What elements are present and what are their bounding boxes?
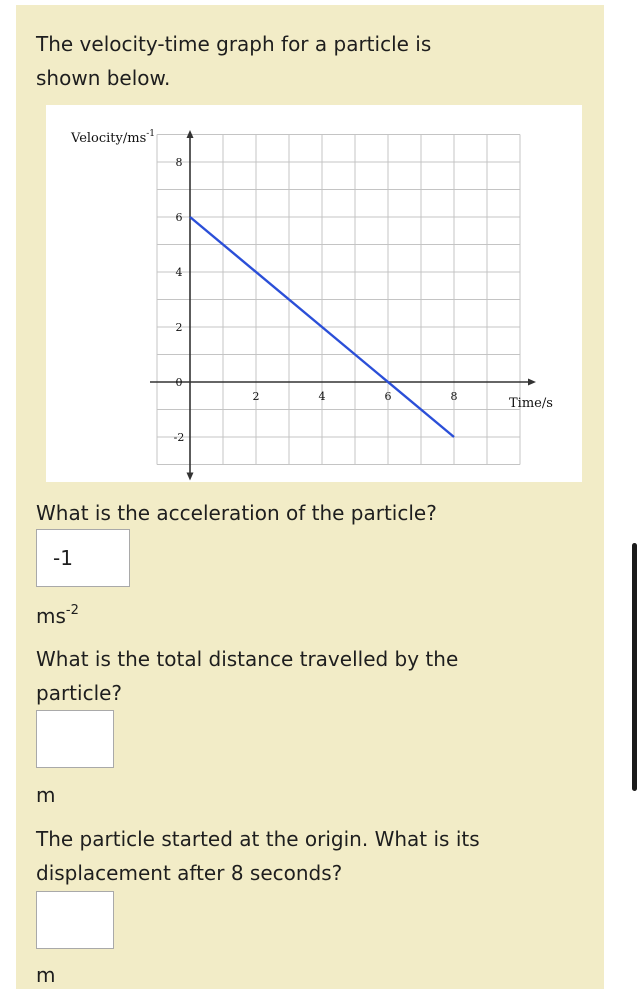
chart-axes <box>150 130 536 481</box>
x-tick-label: 2 <box>252 390 260 403</box>
chart-ylabel: Velocity/$ms^{-1}$ <box>71 129 156 146</box>
question-card <box>16 5 604 989</box>
q3-text-line-1: The particle started at the origin. What is its <box>36 827 480 851</box>
q1-unit: $ms^{-2}$ <box>36 603 79 628</box>
y-axis-arrow-down <box>187 473 194 481</box>
q3-unit: m <box>36 963 56 987</box>
acceleration-answer-field[interactable]: -1 <box>36 529 130 587</box>
q2-text-line-2: particle? <box>36 681 123 705</box>
y-tick-label: 2 <box>175 321 183 334</box>
chart-xlabel: Time/s <box>509 396 553 411</box>
y-tick-label: 0 <box>175 376 183 389</box>
y-tick-label: 8 <box>175 156 183 169</box>
displacement-answer-field[interactable] <box>36 891 114 949</box>
y-tick-label: 4 <box>175 266 183 279</box>
x-tick-label: 8 <box>450 390 458 403</box>
y-tick-label: 6 <box>175 211 183 224</box>
x-tick-label: 6 <box>384 390 392 403</box>
velocity-time-graph <box>46 105 582 482</box>
q2-text-line-1: What is the total distance travelled by the <box>36 647 459 671</box>
q2-unit: m <box>36 783 56 807</box>
x-tick-label: 4 <box>318 390 326 403</box>
x-axis-arrow <box>528 379 536 386</box>
q3-text-line-2: displacement after 8 seconds? <box>36 861 343 885</box>
chart-grid <box>157 135 520 465</box>
y-tick-label: -2 <box>173 431 185 444</box>
scrollbar[interactable] <box>632 543 637 791</box>
question-intro-line-2: shown below. <box>36 66 171 90</box>
q1-text: What is the acceleration of the particle? <box>36 501 437 525</box>
distance-answer-field[interactable] <box>36 710 114 768</box>
question-intro-line-1: The velocity-time graph for a particle is <box>36 32 432 56</box>
chart-svg <box>46 105 582 482</box>
